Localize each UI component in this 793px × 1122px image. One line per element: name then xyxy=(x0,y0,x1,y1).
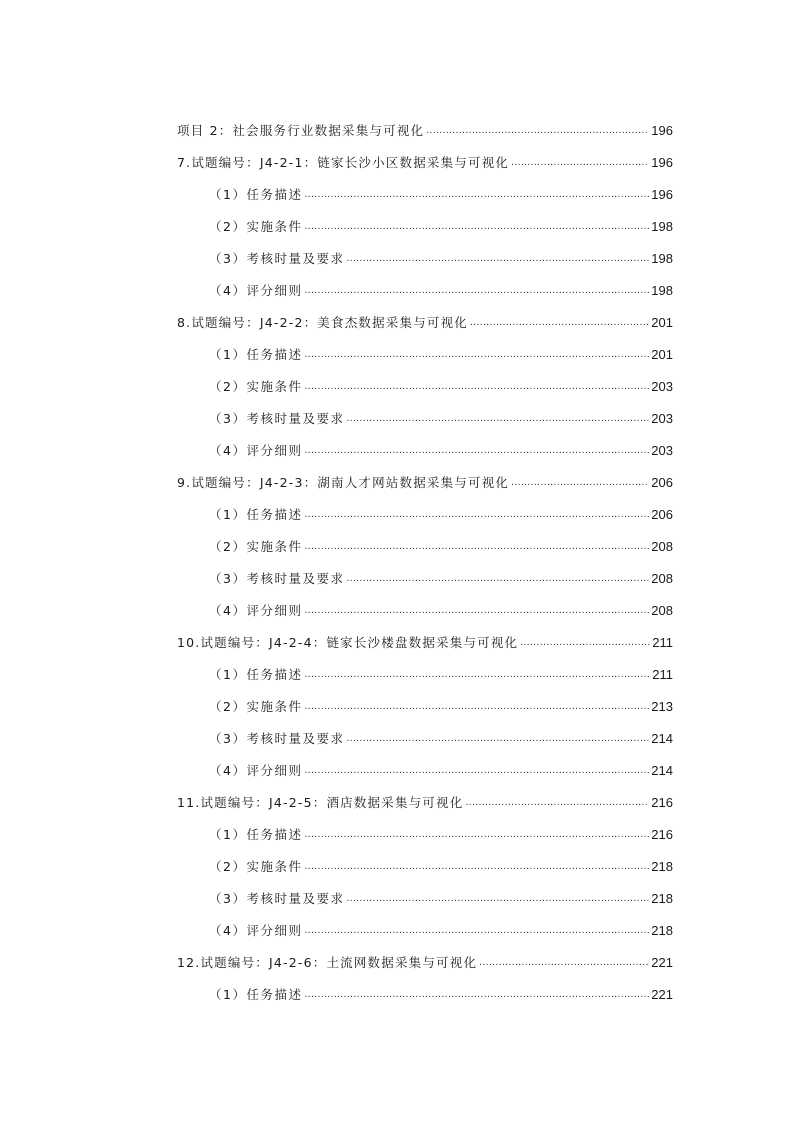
toc-entry-title: （1）任务描述 xyxy=(209,187,303,202)
toc-subsection-entry[interactable] xyxy=(177,332,673,364)
toc-dot-leader xyxy=(346,250,649,268)
toc-entry-title: （2）实施条件 xyxy=(209,859,303,874)
toc-page-number: 203 xyxy=(651,411,673,426)
toc-dot-leader xyxy=(304,506,649,524)
toc-dot-leader xyxy=(304,442,649,460)
toc-dot-leader xyxy=(304,218,649,236)
toc-subsection-entry[interactable] xyxy=(177,428,673,460)
toc-subsection-entry[interactable] xyxy=(177,268,673,300)
toc-entry-title: （1）任务描述 xyxy=(209,987,303,1002)
toc-dot-leader xyxy=(426,122,649,140)
toc-dot-leader xyxy=(304,858,649,876)
toc-entry-title: （4）评分细则 xyxy=(209,283,303,298)
toc-subsection-entry[interactable] xyxy=(177,908,673,940)
toc-entry-title: 9.试题编号：J4-2-3：湖南人才网站数据采集与可视化 xyxy=(177,475,510,490)
toc-page-number: 218 xyxy=(651,891,673,906)
toc-subsection-entry[interactable] xyxy=(177,812,673,844)
toc-entry-title: （3）考核时量及要求 xyxy=(209,411,345,426)
toc-entry-title: （3）考核时量及要求 xyxy=(209,251,345,266)
toc-page-number: 208 xyxy=(651,571,673,586)
toc-dot-leader xyxy=(304,922,649,940)
toc-page-number: 203 xyxy=(651,379,673,394)
toc-dot-leader xyxy=(304,186,649,204)
toc-entry-title: （1）任务描述 xyxy=(209,667,303,682)
toc-page-number: 201 xyxy=(651,347,673,362)
toc-page-number: 218 xyxy=(651,859,673,874)
toc-subsection-entry[interactable] xyxy=(177,844,673,876)
toc-entry-title: 12.试题编号：J4-2-6：土流网数据采集与可视化 xyxy=(177,955,478,970)
toc-subsection-entry[interactable] xyxy=(177,396,673,428)
toc-section-entry[interactable] xyxy=(177,460,673,492)
toc-subsection-entry[interactable] xyxy=(177,236,673,268)
toc-dot-leader xyxy=(304,698,649,716)
toc-entry-title: （3）考核时量及要求 xyxy=(209,891,345,906)
toc-page-number: 206 xyxy=(651,475,673,490)
toc-subsection-entry[interactable] xyxy=(177,972,673,1004)
toc-dot-leader xyxy=(520,634,650,652)
toc-dot-leader xyxy=(304,282,649,300)
toc-page-number: 216 xyxy=(651,795,673,810)
toc-subsection-entry[interactable] xyxy=(177,524,673,556)
toc-entry-title: 11.试题编号：J4-2-5：酒店数据采集与可视化 xyxy=(177,795,464,810)
toc-entry-title: （1）任务描述 xyxy=(209,507,303,522)
toc-subsection-entry[interactable] xyxy=(177,492,673,524)
toc-section-entry[interactable] xyxy=(177,300,673,332)
toc-dot-leader xyxy=(304,986,649,1004)
toc-page-number: 211 xyxy=(652,667,673,682)
toc-dot-leader xyxy=(465,794,649,812)
toc-dot-leader xyxy=(304,826,649,844)
toc-dot-leader xyxy=(479,954,649,972)
toc-subsection-entry[interactable] xyxy=(177,172,673,204)
toc-entry-title: （2）实施条件 xyxy=(209,219,303,234)
toc-subsection-entry[interactable] xyxy=(177,684,673,716)
toc-subsection-entry[interactable] xyxy=(177,556,673,588)
toc-page-number: 218 xyxy=(651,923,673,938)
toc-entry-title: （4）评分细则 xyxy=(209,443,303,458)
toc-page-number: 198 xyxy=(651,251,673,266)
toc-page-number: 214 xyxy=(651,731,673,746)
toc-entry-title: （4）评分细则 xyxy=(209,603,303,618)
toc-section-entry[interactable] xyxy=(177,108,673,140)
toc-page-number: 196 xyxy=(651,187,673,202)
toc-dot-leader xyxy=(304,378,649,396)
toc-page-number: 216 xyxy=(651,827,673,842)
toc-entry-title: 7.试题编号：J4-2-1：链家长沙小区数据采集与可视化 xyxy=(177,155,510,170)
toc-dot-leader xyxy=(304,602,649,620)
toc-dot-leader xyxy=(346,410,649,428)
toc-entry-title: （1）任务描述 xyxy=(209,347,303,362)
toc-dot-leader xyxy=(470,314,649,332)
toc-entry-title: （3）考核时量及要求 xyxy=(209,731,345,746)
toc-page-number: 221 xyxy=(651,955,673,970)
toc-entry-title: 项目 2：社会服务行业数据采集与可视化 xyxy=(177,123,425,138)
toc-page-number: 208 xyxy=(651,603,673,618)
toc-section-entry[interactable] xyxy=(177,940,673,972)
toc-entry-title: （2）实施条件 xyxy=(209,699,303,714)
toc-dot-leader xyxy=(304,538,649,556)
toc-subsection-entry[interactable] xyxy=(177,652,673,684)
toc-entry-title: （4）评分细则 xyxy=(209,923,303,938)
toc-subsection-entry[interactable] xyxy=(177,364,673,396)
toc-page-number: 196 xyxy=(651,123,673,138)
toc-subsection-entry[interactable] xyxy=(177,876,673,908)
toc-dot-leader xyxy=(304,762,649,780)
toc-subsection-entry[interactable] xyxy=(177,588,673,620)
toc-page-number: 213 xyxy=(651,699,673,714)
toc-page-number: 208 xyxy=(651,539,673,554)
toc-page-number: 201 xyxy=(651,315,673,330)
toc-entry-title: （3）考核时量及要求 xyxy=(209,571,345,586)
toc-section-entry[interactable] xyxy=(177,140,673,172)
toc-subsection-entry[interactable] xyxy=(177,204,673,236)
toc-dot-leader xyxy=(511,154,649,172)
toc-page-number: 203 xyxy=(651,443,673,458)
toc-dot-leader xyxy=(346,890,649,908)
toc-subsection-entry[interactable] xyxy=(177,716,673,748)
toc-dot-leader xyxy=(304,666,650,684)
toc-page-number: 214 xyxy=(651,763,673,778)
toc-entry-title: （1）任务描述 xyxy=(209,827,303,842)
toc-dot-leader xyxy=(304,346,649,364)
toc-entry-title: （4）评分细则 xyxy=(209,763,303,778)
table-of-contents xyxy=(177,108,673,1004)
toc-dot-leader xyxy=(346,570,649,588)
toc-page-number: 198 xyxy=(651,219,673,234)
toc-page-number: 206 xyxy=(651,507,673,522)
toc-page-number: 198 xyxy=(651,283,673,298)
toc-page-number: 221 xyxy=(651,987,673,1002)
toc-subsection-entry[interactable] xyxy=(177,748,673,780)
toc-entry-title: （2）实施条件 xyxy=(209,379,303,394)
toc-entry-title: （2）实施条件 xyxy=(209,539,303,554)
toc-dot-leader xyxy=(511,474,649,492)
toc-section-entry[interactable] xyxy=(177,780,673,812)
toc-section-entry[interactable] xyxy=(177,620,673,652)
toc-entry-title: 8.试题编号：J4-2-2：美食杰数据采集与可视化 xyxy=(177,315,468,330)
toc-entry-title: 10.试题编号：J4-2-4：链家长沙楼盘数据采集与可视化 xyxy=(177,635,519,650)
toc-page-number: 196 xyxy=(651,155,673,170)
toc-dot-leader xyxy=(346,730,649,748)
toc-page-number: 211 xyxy=(652,635,673,650)
